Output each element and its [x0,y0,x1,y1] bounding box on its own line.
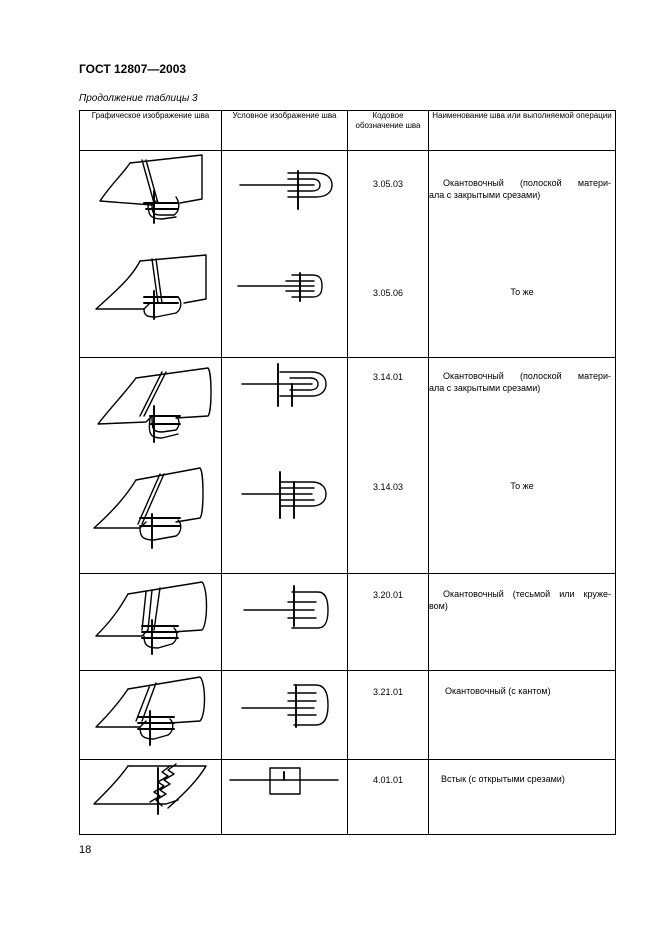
table-row [80,151,616,358]
seam-code: 3.14.03 [372,482,404,492]
seam-table [79,110,616,835]
seam-symbol [222,358,348,574]
seam-name-line-2: вом) [429,600,448,611]
page-number: 18 [79,844,92,856]
header-graphic: Графическое изображение шва [80,111,222,151]
seam-name-line-1: Окантовочный (полоской матери- [443,178,611,188]
seam-drawing-cell [80,574,222,671]
seam-code-cell [348,760,429,835]
seam-name [429,178,615,201]
seam-name: То же [510,481,534,491]
binding-seam-drawing [80,358,222,574]
seam-code: 3.05.06 [372,288,404,298]
seam-name-cell [429,151,616,358]
seam-symbol-cell [222,760,348,835]
seam-drawing-cell [80,358,222,574]
document-title: ГОСТ 12807—2003 [79,62,187,76]
seam-symbol-cell [222,358,348,574]
seam-name-cell [429,574,616,671]
seam-code-cell [348,671,429,760]
butt-seam-drawing [80,760,222,835]
table-row [80,574,616,671]
seam-drawing-cell [80,671,222,760]
seam-code-cell [348,151,429,358]
seam-code: 3.21.01 [372,687,404,697]
table-continuation-caption: Продолжение таблицы 3 [79,93,198,104]
seam-symbol [222,760,348,835]
binding-seam-drawing [80,671,222,760]
table-row [80,760,616,835]
header-symbol: Условное изображение шва [222,111,348,151]
seam-name-cell [429,671,616,760]
seam-drawing-cell [80,760,222,835]
binding-seam-drawing [80,574,222,671]
seam-name-line-1: Окантовочный (полоской матери- [443,371,611,381]
seam-code: 3.05.03 [372,179,404,189]
seam-code: 3.14.01 [372,372,404,382]
seam-code: 4.01.01 [372,775,404,785]
seam-name: Встык (с открытыми срезами) [441,774,565,784]
seam-name: Окантовочный (с кантом) [445,686,551,696]
seam-symbol [222,574,348,671]
seam-name-cell [429,358,616,574]
header-name: Наименование шва или выполняемой операции [429,111,616,151]
seam-name-line-1: Окантовочный (тесьмой или круже- [443,589,611,599]
seam-symbol-cell [222,151,348,358]
seam-name [429,371,615,394]
seam-name [429,589,615,612]
table-row [80,671,616,760]
seam-code-cell [348,358,429,574]
seam-code-cell [348,574,429,671]
table-header-row [80,111,616,151]
table-row [80,358,616,574]
seam-drawing-cell [80,151,222,358]
seam-name-cell [429,760,616,835]
seam-name-line-2: ала с закрытыми срезами) [429,382,541,393]
seam-code: 3.20.01 [372,590,404,600]
seam-symbol [222,671,348,760]
seam-name: То же [510,287,534,297]
seam-symbol-cell [222,671,348,760]
seam-name-line-2: ала с закрытыми срезами) [429,189,541,200]
seam-symbol-cell [222,574,348,671]
seam-symbol [222,151,348,358]
header-code: Кодовое обозначение шва [348,111,429,151]
binding-seam-drawing [80,151,222,358]
